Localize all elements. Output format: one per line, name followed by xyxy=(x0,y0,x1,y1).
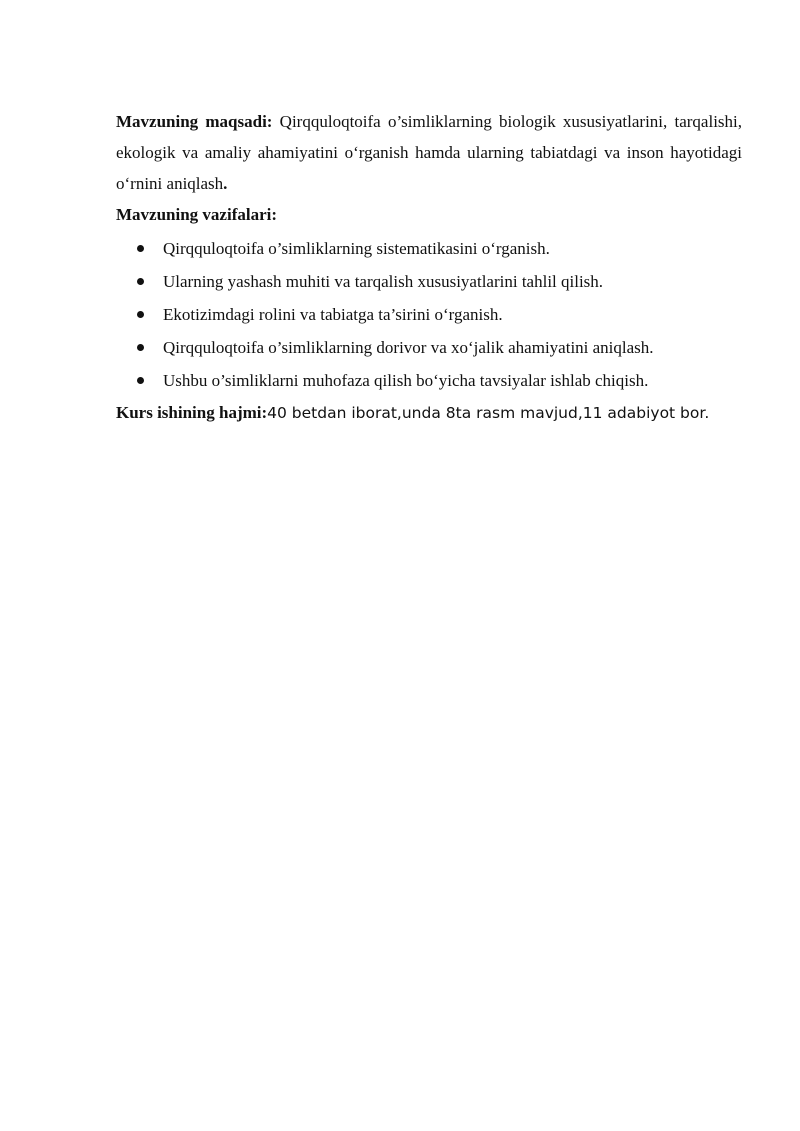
list-item xyxy=(116,298,742,331)
bullet-icon xyxy=(137,344,144,351)
task-text: Ekotizimdagi rolini va tabiatga ta’sirini o‘rganish. xyxy=(163,305,503,324)
goal-paragraph xyxy=(116,106,742,199)
goal-label: Mavzuning maqsadi: xyxy=(116,112,273,131)
bullet-icon xyxy=(137,311,144,318)
volume-label: Kurs ishining hajmi: xyxy=(116,403,268,422)
tasks-list xyxy=(116,232,742,397)
list-item xyxy=(116,364,742,397)
goal-end: . xyxy=(223,174,228,193)
bullet-icon xyxy=(137,278,144,285)
goal-text: Qirqquloqtoifa o’simliklarning biologik xususiyatlarini, tarqalishi, ekologik va amaliy ahamiyatini o‘rganish hamda ularning tabiatdagi va inson hayotidagi o‘rnini aniqlash xyxy=(116,112,742,193)
list-item xyxy=(116,232,742,265)
task-text: Qirqquloqtoifa o’simliklarning dorivor va xo‘jalik ahamiyatini aniqlash. xyxy=(163,338,654,357)
task-text: Qirqquloqtoifa o’simliklarning sistematikasini o‘rganish. xyxy=(163,239,550,258)
task-text: Ushbu o’simliklarni muhofaza qilish bo‘yicha tavsiyalar ishlab chiqish. xyxy=(163,371,649,390)
volume-text: 40 betdan iborat,unda 8ta rasm mavjud,11 adabiyot bor. xyxy=(267,404,710,422)
tasks-heading: Mavzuning vazifalari: xyxy=(116,205,278,224)
volume-paragraph xyxy=(116,397,742,429)
bullet-icon xyxy=(137,245,144,252)
list-item xyxy=(116,331,742,364)
bullet-icon xyxy=(137,377,144,384)
task-text: Ularning yashash muhiti va tarqalish xususiyatlarini tahlil qilish. xyxy=(163,272,604,291)
document-body xyxy=(116,106,742,429)
list-item xyxy=(116,265,742,298)
